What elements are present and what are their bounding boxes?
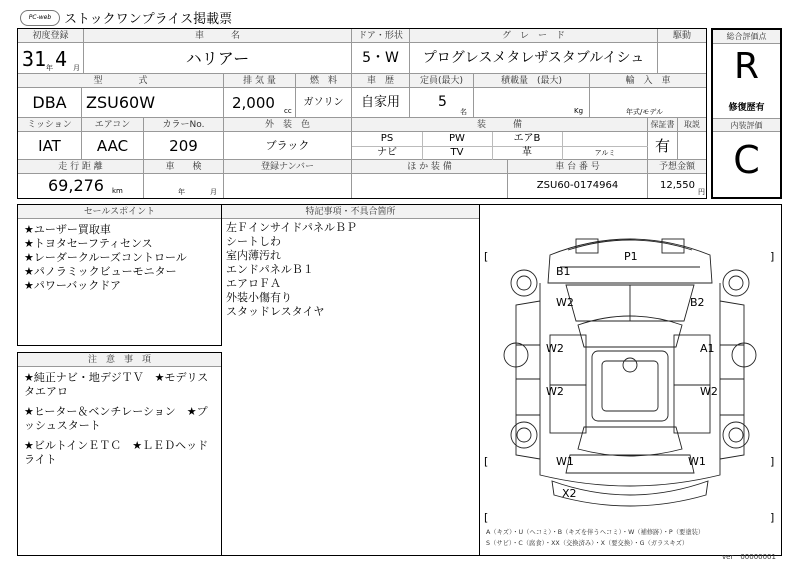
damage-mark-w2-left-front: W2 — [556, 296, 574, 309]
history-value: 自家用 — [352, 88, 410, 118]
mileage-number: 69,276 — [48, 176, 104, 195]
label-inspection: 車 検 — [144, 160, 224, 174]
label-history: 車 歴 — [352, 74, 410, 88]
special-notes-title: 特記事項・不具合箇所 — [222, 205, 479, 219]
bracket-close: ] — [770, 511, 775, 524]
sales-point-item: ★パワーバックドア — [24, 279, 121, 292]
label-equipment: 装 備 — [352, 118, 648, 132]
interior-grade: C — [733, 138, 760, 182]
damage-mark-w2-left-rear: W2 — [546, 385, 564, 398]
label-interior-grade: 内装評価 — [713, 118, 780, 132]
damage-mark-p1: P1 — [624, 250, 638, 263]
label-import: 輸 入 車 — [590, 74, 706, 88]
damage-mark-b1: B1 — [556, 265, 571, 278]
sales-point-item: ★パノラミックビューモニター — [24, 265, 177, 278]
label-color-no: カラーNo. — [144, 118, 224, 132]
first-reg-value — [18, 43, 84, 74]
sales-points-box — [17, 204, 222, 346]
model-value: ZSU60W — [82, 88, 224, 118]
special-note-item: 外装小傷有り — [226, 291, 292, 304]
label-model: 型 式 — [18, 74, 224, 88]
sales-point-item: ★ユーザー買取車 — [24, 223, 111, 236]
bracket-open: [ — [484, 455, 489, 468]
label-aircon: エアコン — [82, 118, 144, 132]
damage-mark-w2-left-door: W2 — [546, 342, 564, 355]
label-fuel: 燃 料 — [296, 74, 352, 88]
special-notes-box — [222, 204, 480, 556]
damage-mark-x2: X2 — [562, 487, 577, 500]
load-unit: Kg — [574, 107, 584, 115]
label-other-equip: ほ か 装 備 — [352, 160, 508, 174]
equipment-grid — [352, 132, 648, 160]
door-value: 5・W — [352, 43, 410, 74]
bracket-open: [ — [484, 250, 489, 263]
fuel-value: ガソリン — [296, 88, 352, 118]
label-manual: 取説 — [678, 118, 706, 132]
label-capacity: 定員(最大) — [410, 74, 474, 88]
special-note-item: エアロＦＡ — [226, 277, 281, 290]
logo: PC-web — [20, 10, 60, 26]
reg-month: 4 — [55, 47, 68, 71]
special-note-item: スタッドレスタイヤ — [226, 305, 325, 318]
damage-mark-a1: A1 — [700, 342, 715, 355]
grade-panel — [711, 28, 782, 199]
sales-point-item: ★レーダークルーズコントロール — [24, 251, 187, 264]
equip-alloy: アルミ — [594, 149, 616, 157]
label-load: 積載量 (最大) — [474, 74, 590, 88]
displacement-number: 2,000 — [232, 94, 275, 112]
insp-month-unit: 月 — [210, 188, 217, 196]
displacement-value — [224, 88, 296, 118]
price-unit: 円 — [698, 188, 705, 196]
mileage-unit: km — [112, 187, 123, 195]
car-name-value: ハリアー — [84, 43, 352, 74]
label-overall-grade: 総合評価点 — [713, 30, 780, 44]
bracket-close: ] — [770, 455, 775, 468]
price-number: 12,550 — [660, 180, 695, 191]
inspection-value — [144, 174, 224, 198]
special-note-item: 室内薄汚れ — [226, 249, 281, 262]
chassis-value: ZSU60-0174964 — [508, 174, 648, 198]
label-first-reg: 初度登録 — [18, 29, 84, 43]
load-value — [474, 88, 590, 118]
version-label: ver 00000001 — [722, 553, 776, 561]
label-plate: 登録ナンバー — [224, 160, 352, 174]
equip-pw: PW — [422, 132, 493, 147]
special-note-item: 左ＦインサイドパネルＢＰ — [226, 221, 358, 234]
model-prefix: DBA — [18, 88, 82, 118]
bracket-open: [ — [484, 511, 489, 524]
label-car-name: 車 名 — [84, 29, 352, 43]
equip-airbag: エアB — [492, 132, 563, 147]
page-title: ストックワンプライス掲載票 — [64, 12, 233, 27]
price-value — [648, 174, 706, 198]
damage-mark-w1-left: W1 — [556, 455, 574, 468]
label-chassis: 車 台 番 号 — [508, 160, 648, 174]
plate-value — [224, 174, 352, 198]
label-mileage: 走 行 距 離 — [18, 160, 144, 174]
damage-mark-w1-right: W1 — [688, 455, 706, 468]
damage-mark-w2-right-rear: W2 — [700, 385, 718, 398]
damage-diagram-box — [480, 204, 782, 556]
warranty-value: 有 — [648, 132, 678, 160]
reg-year-unit: 年 — [46, 64, 53, 72]
label-displacement: 排 気 量 — [224, 74, 296, 88]
insp-year-unit: 年 — [178, 188, 185, 196]
capacity-number: 5 — [438, 94, 447, 110]
damage-mark-b2: B2 — [690, 296, 705, 309]
bracket-close: ] — [770, 250, 775, 263]
mileage-value — [18, 174, 144, 198]
equip-ps: PS — [352, 132, 423, 147]
sales-points-title: セールスポイント — [18, 205, 221, 219]
reg-year: 31 — [22, 47, 47, 71]
manual-value — [678, 132, 706, 160]
legend-line-1: A（キズ）・U（ヘコミ）・B（キズを伴うヘコミ）・W（補修跡）・P（要塗装） — [486, 529, 705, 536]
other-equip-value — [352, 174, 508, 198]
grade-value: プログレスメタレザスタブルイシュ — [410, 43, 658, 74]
label-grade: グ レ ー ド — [410, 29, 658, 43]
capacity-unit: 名 — [460, 108, 467, 116]
sales-point-item: ★トヨタセーフティセンス — [24, 237, 153, 250]
note-item: ★純正ナビ・地デジＴＶ ★モデリスタエアロ — [24, 371, 209, 398]
displacement-unit: cc — [284, 107, 292, 115]
label-warranty: 保証書 — [648, 118, 678, 132]
car-diagram — [480, 205, 780, 525]
equip-leather: 革 — [492, 146, 563, 160]
reg-month-unit: 月 — [73, 64, 80, 72]
notes-title: 注 意 事 項 — [18, 353, 221, 367]
aircon-value: AAC — [82, 132, 144, 160]
special-note-item: エンドパネルＢ１ — [226, 263, 314, 276]
label-drive: 駆動 — [658, 29, 706, 43]
note-item: ★ビルトインＥＴＣ ★ＬＥＤヘッドライト — [24, 439, 209, 466]
overall-grade-note: 修復歴有 — [728, 103, 765, 113]
equip-empty — [562, 132, 648, 147]
import-year-label: 年式/モデル — [626, 108, 664, 116]
overall-grade: R — [733, 46, 759, 87]
label-mission: ミッション — [18, 118, 82, 132]
import-value — [590, 88, 706, 118]
notes-box — [17, 352, 222, 556]
legend-line-2: S（サビ）・C（腐食）・XX（交換済み）・X（要交換）・G（ガラスキズ） — [486, 540, 689, 547]
capacity-value — [410, 88, 474, 118]
mission-value: IAT — [18, 132, 82, 160]
drive-value — [658, 43, 706, 74]
ext-color-value: ブラック — [224, 132, 352, 160]
label-door: ドア・形状 — [352, 29, 410, 43]
label-price: 予想金額 — [648, 160, 706, 174]
special-note-item: シートしわ — [226, 235, 281, 248]
equip-navi: ナビ — [352, 146, 423, 160]
color-no-value: 209 — [144, 132, 224, 160]
note-item: ★ヒーター＆ベンチレーション ★プッシュスタート — [24, 405, 208, 432]
equip-tv: TV — [422, 146, 493, 160]
label-ext-color: 外 装 色 — [224, 118, 352, 132]
